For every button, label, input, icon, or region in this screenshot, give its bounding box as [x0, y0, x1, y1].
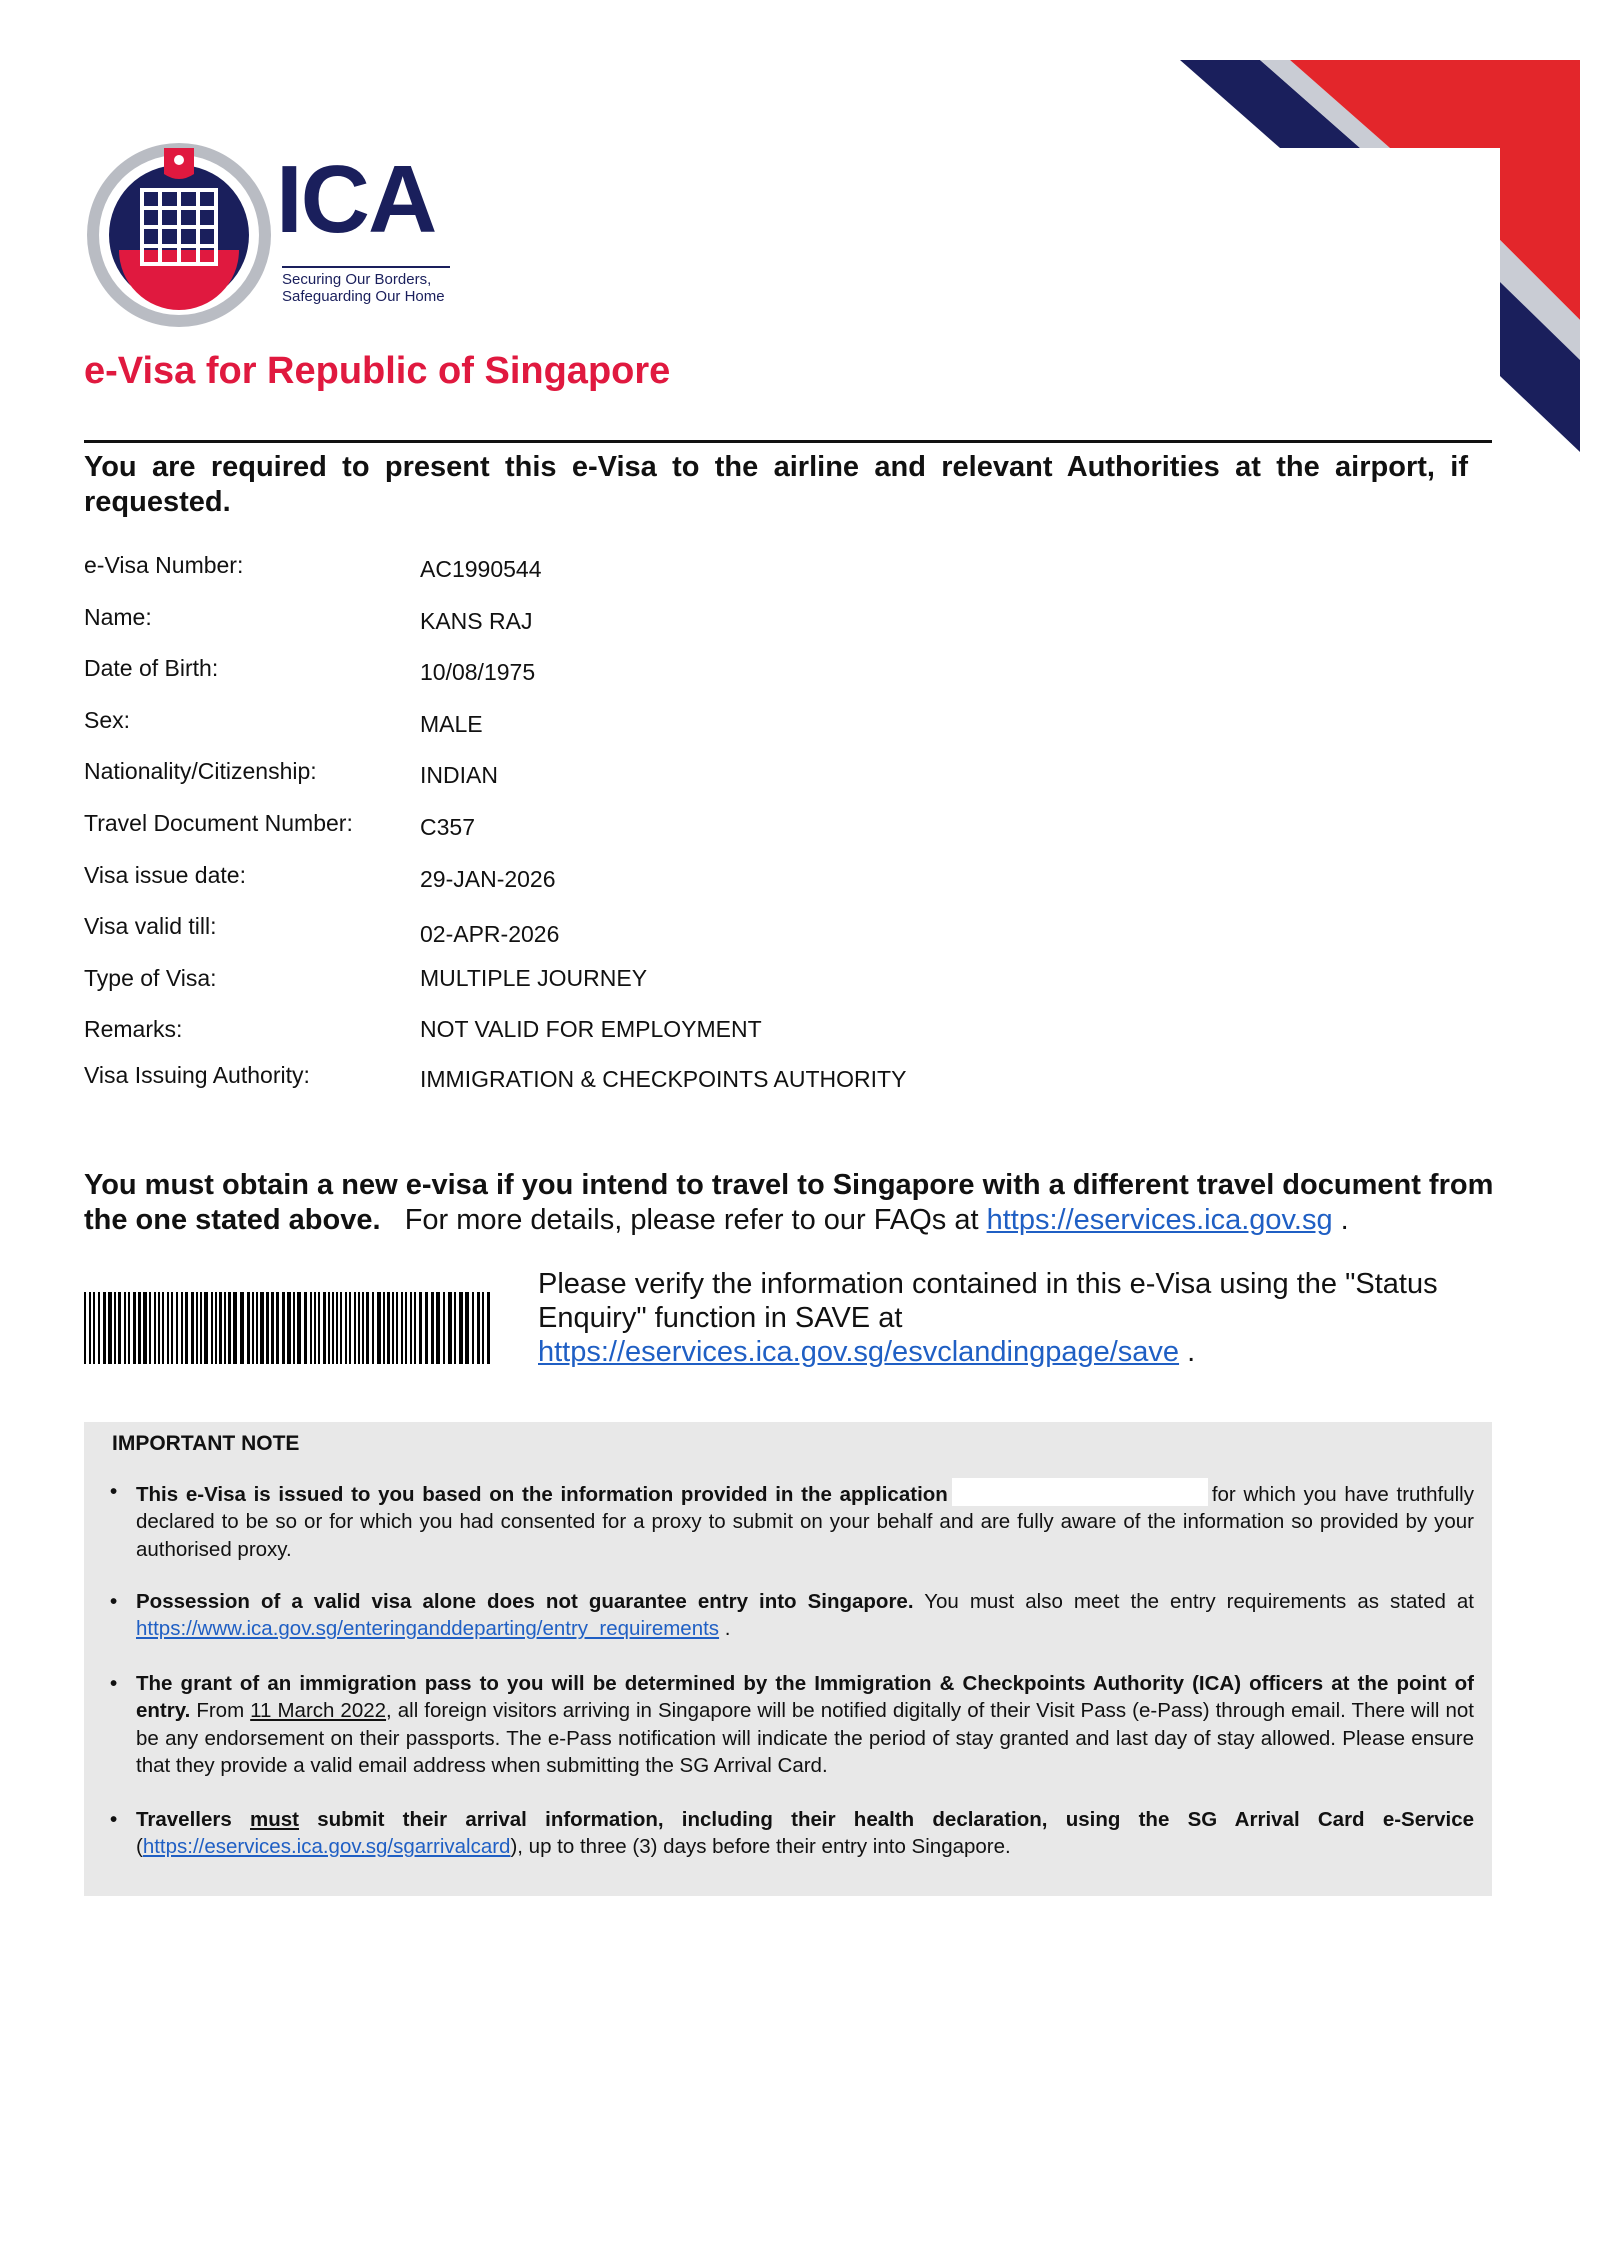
barcode-bar: [181, 1292, 183, 1364]
barcode-bar: [204, 1292, 208, 1364]
field-label: Remarks:: [84, 1016, 183, 1043]
field-row-visa-number: [84, 552, 1184, 604]
barcode-bar: [318, 1292, 320, 1364]
bullet-bold: This e-Visa is issued to you based on the information provided in the application: [136, 1483, 948, 1506]
tagline-divider: [282, 266, 450, 268]
field-value: INDIAN: [420, 762, 498, 789]
barcode-bar: [196, 1292, 198, 1364]
faq-text: [389, 1204, 1349, 1236]
barcode-bar: [260, 1292, 264, 1364]
ica-logo-text: ICA: [276, 146, 436, 253]
field-value: 10/08/1975: [420, 659, 536, 686]
bullet-rest: for which you have truthfully declared to be so or for which you had consented for a proxy to submit on your behalf and are fully aware of the information so provided by your authorised proxy.: [136, 1483, 1474, 1561]
verify-text: Please verify the information contained in this e-Visa using the "Status Enquiry" function in SAVE at: [538, 1268, 1438, 1334]
epass-date: 11 March 2022: [250, 1699, 387, 1723]
barcode-bar: [211, 1292, 213, 1364]
barcode-bar: [443, 1292, 445, 1364]
barcode-bar: [271, 1292, 274, 1364]
barcode-bar: [98, 1292, 100, 1364]
barcode-bar: [240, 1292, 244, 1364]
barcode-bar: [314, 1292, 316, 1364]
barcode-bar: [328, 1292, 330, 1364]
barcode-bar: [293, 1292, 295, 1364]
barcode-bar: [282, 1292, 285, 1364]
field-row-travel-document: [84, 810, 1184, 862]
barcode-icon: [84, 1292, 490, 1364]
barcode-bar: [362, 1292, 364, 1364]
bullet-bold: The grant of an immigration pass to you will be determined by the Immigration & Checkpoints Authority (ICA) officers at the point of entry.: [136, 1672, 1474, 1723]
barcode-bar: [103, 1292, 106, 1364]
note-bullet-arrival-card: [110, 1806, 1474, 1861]
visa-details: [84, 552, 1184, 1114]
field-value: KANS RAJ: [420, 607, 533, 634]
important-note-box: [84, 1422, 1492, 1896]
barcode-bar: [143, 1292, 147, 1364]
bullet-text: [136, 1670, 1474, 1779]
paren-open: (: [136, 1835, 143, 1859]
barcode-bar: [323, 1292, 326, 1364]
field-value: NOT VALID FOR EMPLOYMENT: [420, 1016, 762, 1043]
sg-arrival-card-link[interactable]: https://eservices.ica.gov.sg/sgarrivalcard: [142, 1835, 511, 1859]
barcode-bar: [256, 1292, 258, 1364]
barcode-bar: [336, 1292, 338, 1364]
faq-prefix: For more details, please refer to our FAQs at: [404, 1203, 979, 1236]
barcode-bar: [401, 1292, 403, 1364]
barcode-bar: [266, 1292, 269, 1364]
field-row-issue-date: [84, 862, 1184, 914]
field-label: Type of Visa:: [84, 964, 217, 991]
barcode-bar: [108, 1292, 112, 1364]
field-label: Visa valid till:: [84, 913, 217, 940]
barcode-bar: [118, 1292, 121, 1364]
barcode-bar: [162, 1292, 164, 1364]
barcode-bar: [477, 1292, 480, 1364]
field-label: Nationality/Citizenship:: [84, 758, 317, 785]
barcode-bar: [114, 1292, 116, 1364]
field-value: IMMIGRATION & CHECKPOINTS AUTHORITY: [420, 1066, 907, 1093]
barcode-bar: [431, 1292, 434, 1364]
barcode-bar: [392, 1292, 394, 1364]
field-row-nationality: [84, 758, 1184, 810]
note-bullet-immigration-pass: [110, 1670, 1474, 1779]
barcode-bar: [396, 1292, 398, 1364]
field-row-name: [84, 604, 1184, 656]
field-value: 29-JAN-2026: [420, 865, 556, 892]
barcode-bar: [124, 1292, 126, 1364]
barcode-bar: [340, 1292, 342, 1364]
verify-notice: [538, 1268, 1488, 1370]
field-value: C357: [420, 813, 475, 840]
field-label: Travel Document Number:: [84, 809, 353, 836]
barcode-bar: [252, 1292, 254, 1364]
barcode-bar: [448, 1292, 452, 1364]
field-label: Name:: [84, 603, 152, 630]
barcode-bar: [149, 1292, 151, 1364]
barcode-bar: [247, 1292, 250, 1364]
barcode-bar: [345, 1292, 347, 1364]
present-notice: You are required to present this e-Visa to the airline and relevant Authorities at the airport, if requested.: [84, 451, 1468, 518]
barcode-bar: [354, 1292, 356, 1364]
barcode-bar: [459, 1292, 463, 1364]
barcode-bar: [219, 1292, 222, 1364]
note-bullet-application: [110, 1478, 1474, 1563]
bullet-bold: Possession of a valid visa alone does not guarantee entry into Singapore.: [136, 1590, 914, 1613]
barcode-bar: [215, 1292, 217, 1364]
barcode-bar: [191, 1292, 194, 1364]
barcode-bar: [158, 1292, 160, 1364]
barcode-bar: [358, 1292, 360, 1364]
barcode-bar: [233, 1292, 237, 1364]
ica-seal-icon: [84, 140, 274, 330]
barcode-bar: [89, 1292, 91, 1364]
barcode-bar: [332, 1292, 334, 1364]
save-link[interactable]: https://eservices.ica.gov.sg/esvclandingpage/save: [538, 1335, 1180, 1368]
bullet-bold: Travellers: [136, 1808, 232, 1831]
barcode-bar: [133, 1292, 136, 1364]
field-label: e-Visa Number:: [84, 552, 244, 578]
note-bullet-possession: [110, 1588, 1474, 1643]
field-label: Sex:: [84, 706, 131, 733]
barcode-bar: [387, 1292, 390, 1364]
barcode-bar: [454, 1292, 456, 1364]
barcode-bar: [349, 1292, 351, 1364]
barcode-bar: [276, 1292, 279, 1364]
bullet-text: [136, 1588, 1474, 1643]
barcode-bar: [176, 1292, 178, 1364]
field-label: Visa Issuing Authority:: [84, 1062, 310, 1089]
barcode-bar: [304, 1292, 307, 1364]
title-divider: [84, 440, 1492, 443]
barcode-bar: [377, 1292, 381, 1364]
field-row-valid-till: [84, 913, 1184, 965]
field-row-issuing-authority: [84, 1062, 1184, 1114]
barcode-bar: [487, 1292, 490, 1364]
field-value: 02-APR-2026: [420, 921, 560, 948]
barcode-bar: [297, 1292, 301, 1364]
bullet-end: .: [724, 1617, 731, 1641]
logo-tagline: [282, 272, 482, 305]
barcode-bar: [84, 1292, 86, 1364]
barcode-bar: [185, 1292, 188, 1364]
barcode-bar: [366, 1292, 369, 1364]
entry-requirements-link[interactable]: https://www.ica.gov.sg/enteringanddeparting/entry_requirements: [136, 1617, 720, 1641]
page-title: e-Visa for Republic of Singapore: [84, 350, 671, 392]
field-label: Visa issue date:: [84, 861, 246, 888]
verify-period: .: [1187, 1335, 1196, 1368]
redacted-block: [952, 1478, 1208, 1506]
barcode-bar: [228, 1292, 231, 1364]
barcode-bar: [171, 1292, 173, 1364]
bullet-from: From: [196, 1699, 245, 1723]
bullet-rest: ), up to three (3) days before their entry into Singapore.: [510, 1835, 1011, 1859]
field-row-sex: [84, 707, 1184, 759]
barcode-bar: [287, 1292, 291, 1364]
barcode-bar: [465, 1292, 469, 1364]
faq-link[interactable]: https://eservices.ica.gov.sg: [986, 1203, 1333, 1236]
field-value: AC1990544: [420, 556, 542, 582]
new-visa-notice-bold: You must obtain a new e-visa if you intend to travel to Singapore with a different travel document from the one stated above.: [84, 1169, 1494, 1236]
faq-period: .: [1340, 1203, 1349, 1236]
barcode-bar: [224, 1292, 226, 1364]
field-row-remarks: [84, 1016, 1184, 1062]
barcode-bar: [472, 1292, 474, 1364]
barcode-bar: [128, 1292, 130, 1364]
bullet-dot: •: [110, 1808, 118, 1831]
bullet-dot: •: [110, 1480, 118, 1503]
bullet-text: [136, 1806, 1474, 1861]
barcode-bar: [383, 1292, 385, 1364]
tagline-line-1: Securing Our Borders,: [282, 271, 432, 288]
bullet-rest: You must also meet the entry requirements as stated at: [924, 1590, 1474, 1613]
field-value: MALE: [420, 710, 483, 737]
important-note-title: IMPORTANT NOTE: [112, 1432, 300, 1455]
barcode-bar: [410, 1292, 412, 1364]
bullet-rest: , all foreign visitors arriving in Singapore will be notified digitally of their Visit Pass (e-Pass) through email. There will not be any endorsement on their passports. The e-Pass notification will indicate the period of stay granted and last day of stay allowed. Please ensure that they provide a valid email address when submitting the SG Arrival Card.: [136, 1699, 1474, 1777]
barcode-bar: [482, 1292, 484, 1364]
barcode-bar: [372, 1292, 374, 1364]
tagline-line-2: Safeguarding Our Home: [282, 287, 445, 305]
bullet-dot: •: [110, 1590, 118, 1613]
barcode-bar: [425, 1292, 428, 1364]
corner-stripes-decoration: [1180, 60, 1580, 460]
barcode-bar: [436, 1292, 440, 1364]
field-row-dob: [84, 655, 1184, 707]
bullet-text: [136, 1478, 1474, 1563]
barcode-bar: [154, 1292, 156, 1364]
field-value: MULTIPLE JOURNEY: [420, 964, 648, 991]
barcode-bar: [200, 1292, 202, 1364]
barcode-bar: [93, 1292, 95, 1364]
new-visa-notice: [84, 1168, 1504, 1238]
barcode-bar: [167, 1292, 169, 1364]
bullet-dot: •: [110, 1672, 118, 1695]
barcode-bar: [138, 1292, 141, 1364]
bullet-bold-2: submit their arrival information, including their health declaration, using the SG Arrival Card e-Service: [317, 1808, 1474, 1831]
barcode-bar: [414, 1292, 416, 1364]
barcode-bar: [405, 1292, 407, 1364]
field-label: Date of Birth:: [84, 655, 219, 682]
must-emphasis: must: [250, 1808, 299, 1831]
barcode-bar: [419, 1292, 422, 1364]
barcode-bar: [310, 1292, 312, 1364]
field-row-visa-type: [84, 965, 1184, 1017]
